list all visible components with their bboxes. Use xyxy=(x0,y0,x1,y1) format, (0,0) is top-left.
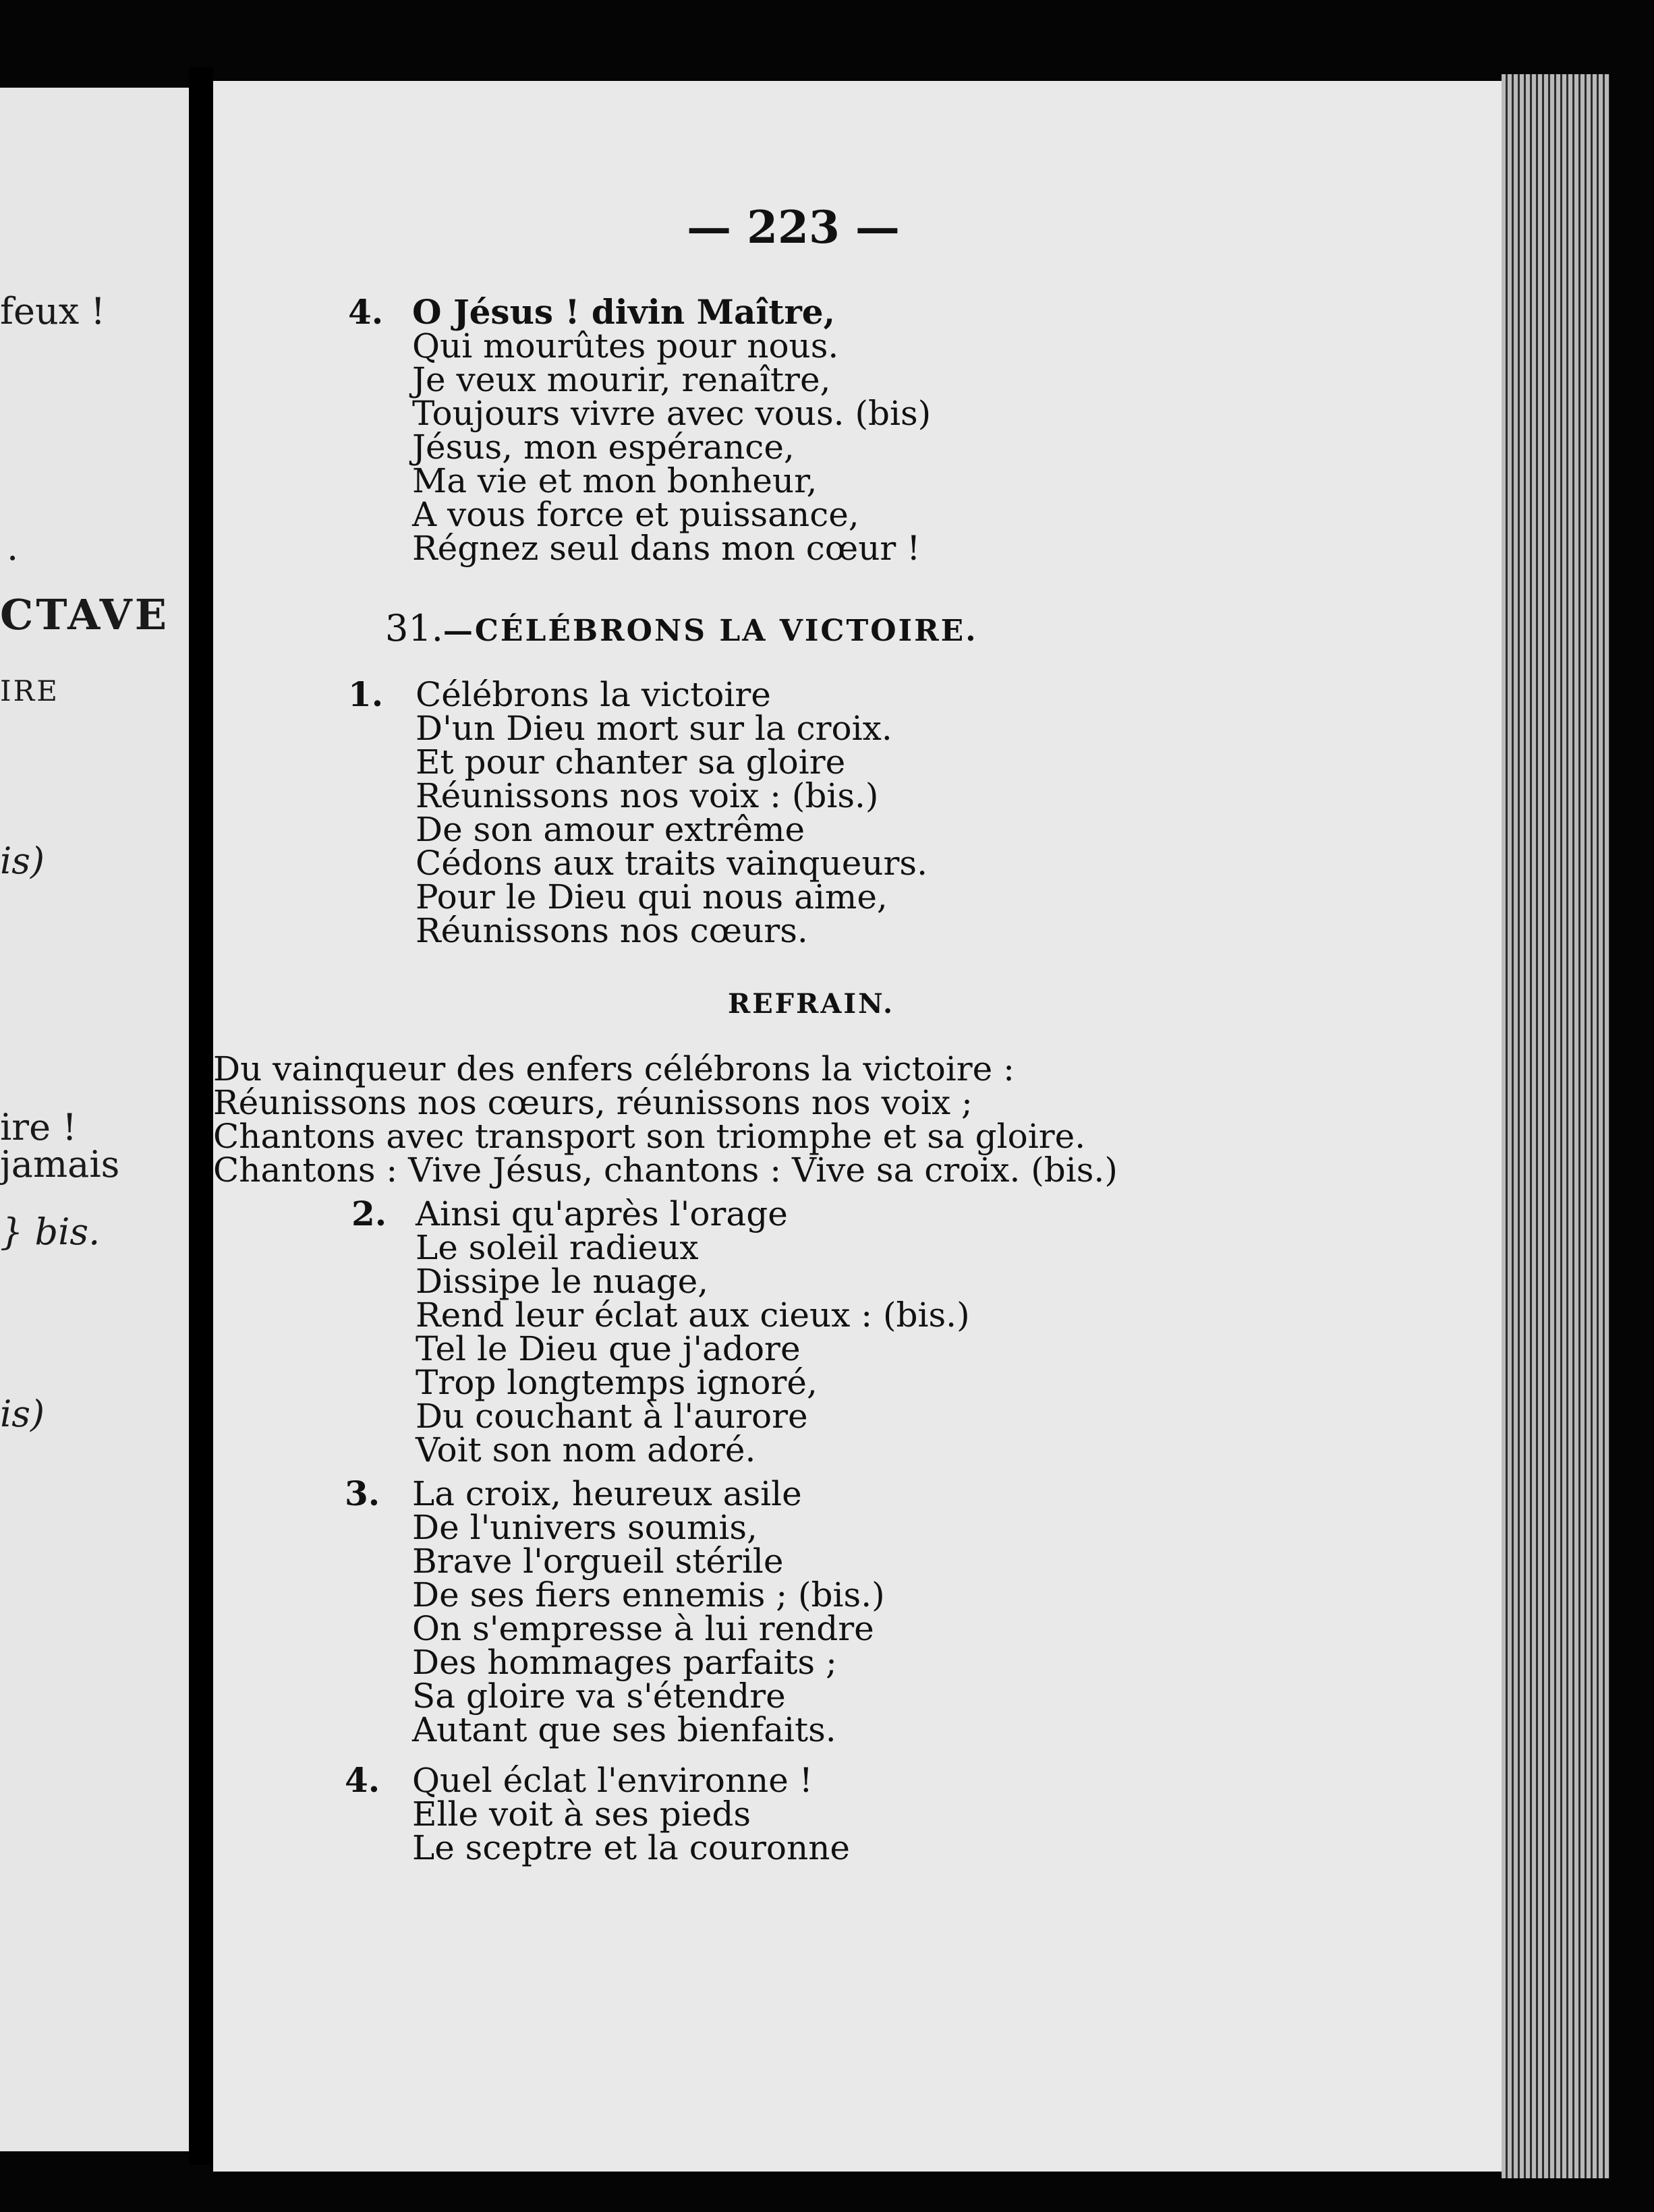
verse-number: 1. xyxy=(348,674,384,714)
refrain-line: Chantons : Vive Jésus, chantons : Vive sa croix. (bis.) xyxy=(213,1151,1118,1190)
refrain-lines xyxy=(213,1049,1118,1190)
verse-lines xyxy=(412,292,932,568)
left-fragment: } bis. xyxy=(0,1211,101,1253)
left-fragment: is) xyxy=(0,1393,45,1435)
left-fragment: CTAVE xyxy=(0,590,170,639)
verse-line: Quel éclat l'environne ! xyxy=(412,1761,813,1800)
verse-line: De l'univers soumis, xyxy=(412,1508,758,1547)
left-fragment: . xyxy=(7,526,19,569)
verse-lines xyxy=(416,675,928,950)
verse-line: O Jésus ! divin Maître, xyxy=(412,292,836,332)
verse-line: Et pour chanter sa gloire xyxy=(416,743,846,782)
verse-lines xyxy=(412,1474,885,1749)
verse-line: Des hommages parfaits ; xyxy=(412,1643,837,1682)
refrain-line: Du vainqueur des enfers célébrons la victoire : xyxy=(213,1049,1015,1088)
verse-line: Toujours vivre avec vous. (bis) xyxy=(412,394,932,433)
verse-line: Je veux mourir, renaître, xyxy=(412,360,831,399)
left-fragment: is) xyxy=(0,840,45,882)
page-edges xyxy=(1502,74,1609,2178)
verse-line: Le soleil radieux xyxy=(416,1228,699,1267)
verse-line: Voit son nom adoré. xyxy=(416,1430,756,1469)
verse-line: Cédons aux traits vainqueurs. xyxy=(416,844,928,883)
verse-line: La croix, heureux asile xyxy=(412,1474,802,1513)
verse-line: Jésus, mon espérance, xyxy=(412,428,795,467)
verse-number: 4. xyxy=(345,1760,380,1800)
verse-line: Autant que ses bienfaits. xyxy=(412,1710,836,1749)
left-fragment: feux ! xyxy=(0,290,106,332)
verse-line: Qui mourûtes pour nous. xyxy=(412,326,839,366)
refrain-line: Réunissons nos cœurs, réunissons nos voix ; xyxy=(213,1083,973,1122)
verse-line: Dissipe le nuage, xyxy=(416,1262,709,1301)
verse-line: Le sceptre et la couronne xyxy=(412,1828,850,1867)
verse-line: Ma vie et mon bonheur, xyxy=(412,461,818,500)
left-fragment: IRE xyxy=(0,674,59,707)
hymn-title: —CÉLÉBRONS LA VICTOIRE. xyxy=(443,614,978,648)
verse-line: Trop longtemps ignoré, xyxy=(416,1363,818,1402)
right-page xyxy=(213,81,1502,2172)
verse-line: Sa gloire va s'étendre xyxy=(412,1677,786,1716)
verse-line: Rend leur éclat aux cieux : (bis.) xyxy=(416,1296,970,1335)
refrain-label: REFRAIN. xyxy=(727,988,894,1020)
verse-line: Réunissons nos voix : (bis.) xyxy=(416,776,879,815)
left-page-fragment xyxy=(0,88,189,2151)
verse-line: De ses fiers ennemis ; (bis.) xyxy=(412,1575,885,1614)
verse-lines xyxy=(416,1194,970,1469)
verse-line: De son amour extrême xyxy=(416,810,805,849)
verse-line: Pour le Dieu qui nous aime, xyxy=(416,877,888,916)
verse-line: A vous force et puissance, xyxy=(412,495,859,534)
verse-line: Brave l'orgueil stérile xyxy=(412,1542,784,1581)
verse-line: Réunissons nos cœurs. xyxy=(416,911,808,950)
verse-line: On s'empresse à lui rendre xyxy=(412,1609,874,1648)
verse-line: D'un Dieu mort sur la croix. xyxy=(416,709,892,748)
verse-number: 3. xyxy=(345,1474,380,1513)
hymn-heading xyxy=(385,607,978,649)
verse-line: Du couchant à l'aurore xyxy=(416,1397,808,1436)
page-number: — 223 — xyxy=(687,201,900,254)
refrain-line: Chantons avec transport son triomphe et sa gloire. xyxy=(213,1117,1086,1156)
verse-lines xyxy=(412,1761,850,1867)
book-gutter xyxy=(189,67,213,2165)
verse-line: Tel le Dieu que j'adore xyxy=(416,1329,801,1368)
left-fragment: jamais xyxy=(0,1143,120,1186)
verse-line: Elle voit à ses pieds xyxy=(412,1795,751,1834)
verse-number: 4. xyxy=(348,292,384,332)
verse-line: Régnez seul dans mon cœur ! xyxy=(412,529,921,568)
verse-line: Ainsi qu'après l'orage xyxy=(416,1194,788,1233)
verse-line: Célébrons la victoire xyxy=(416,675,771,714)
hymn-number: 31. xyxy=(385,607,443,649)
left-fragment: ire ! xyxy=(0,1106,77,1148)
verse-number: 2. xyxy=(351,1194,387,1233)
